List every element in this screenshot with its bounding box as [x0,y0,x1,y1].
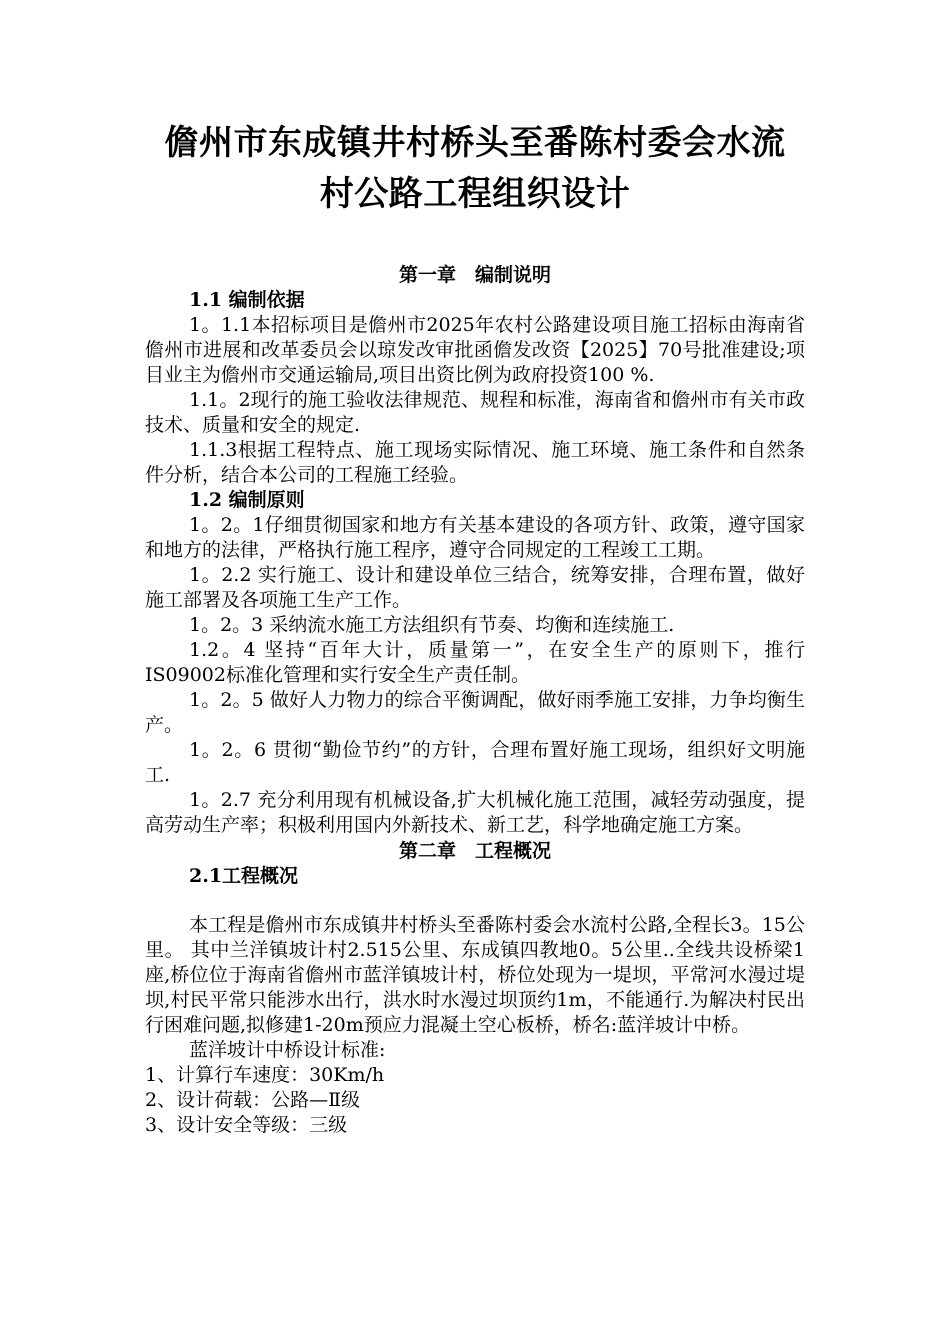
paragraph: 1。2.7 充分利用现有机械设备,扩大机械化施工范围，减轻劳动强度，提高劳动生产率；积极利用国内外新技术、新工艺，科学地确定施工方案。 [145,789,805,836]
document-body [145,118,805,1138]
document-title [125,118,825,220]
paragraph: 1.1。2现行的施工验收法律规范、规程和标准，海南省和儋州市有关市政技术、质量和安全的规定. [145,389,805,436]
paragraph: 1。2。1仔细贯彻国家和地方有关基本建设的各项方针、政策，遵守国家和地方的法律，严格执行施工程序，遵守合同规定的工程竣工工期。 [145,514,805,561]
list-item: 1、计算行车速度：30Km/h [145,1064,385,1086]
paragraph: 1。1.1本招标项目是儋州市2025年农村公路建设项目施工招标由海南省儋州市进展和改革委员会以琼发改审批函儋发改资【2025】70号批准建设;项目业主为儋州市交通运输局,项目出资比例为政府投资100 %. [145,314,805,386]
paragraph: 1。2。5 做好人力物力的综合平衡调配，做好雨季施工安排，力争均衡生产。 [145,689,805,736]
section-1-1-heading: 1.1 编制依据 [189,289,305,311]
paragraph: 1.1.3根据工程特点、施工现场实际情况、施工环境、施工条件和自然条件分析，结合本公司的工程施工经验。 [145,439,805,486]
section-1-2-heading: 1.2 编制原则 [189,489,305,511]
paragraph: 蓝洋坡计中桥设计标准: [189,1039,386,1061]
paragraph: 1。2.2 实行施工、设计和建设单位三结合，统筹安排，合理布置，做好施工部署及各项施工生产工作。 [145,564,805,611]
chapter-1-heading: 第一章 编制说明 [398,264,551,286]
chapter-2-heading: 第二章 工程概况 [398,840,551,862]
section-2-1-heading: 2.1工程概况 [189,865,299,887]
document-title-line-1: 儋州市东成镇井村桥头至番陈村委会水流 [164,123,786,163]
paragraph: 1.2。4 坚持“百年大计，质量第一”，在安全生产的原则下，推行IS09002标准化管理和实行安全生产责任制。 [145,639,805,686]
list-item: 3、设计安全等级：三级 [145,1114,348,1136]
paragraph: 本工程是儋州市东成镇井村桥头至番陈村委会水流村公路,全程长3。15公里。 其中兰洋镇坡计村2.515公里、东成镇四教地0。5公里..全线共设桥梁1座,桥位位于海南省儋州市蓝洋镇坡计村，桥位处现为一堤坝，平常河水漫过堤坝,村民平常只能涉水出行，洪水时水漫过坝顶约1m，不能通行.为解决村民出行困难问题,拟修建1-20m预应力混凝土空心板桥，桥名:蓝洋坡计中桥。 [145,914,805,1036]
document-title-line-2: 村公路工程组织设计 [319,174,631,214]
list-item: 2、设计荷载：公路—Ⅱ级 [145,1089,361,1111]
paragraph: 1。2。3 采纳流水施工方法组织有节奏、均衡和连续施工. [189,614,675,636]
paragraph: 1。2。6 贯彻“勤俭节约”的方针，合理布置好施工现场，组织好文明施工. [145,739,805,786]
